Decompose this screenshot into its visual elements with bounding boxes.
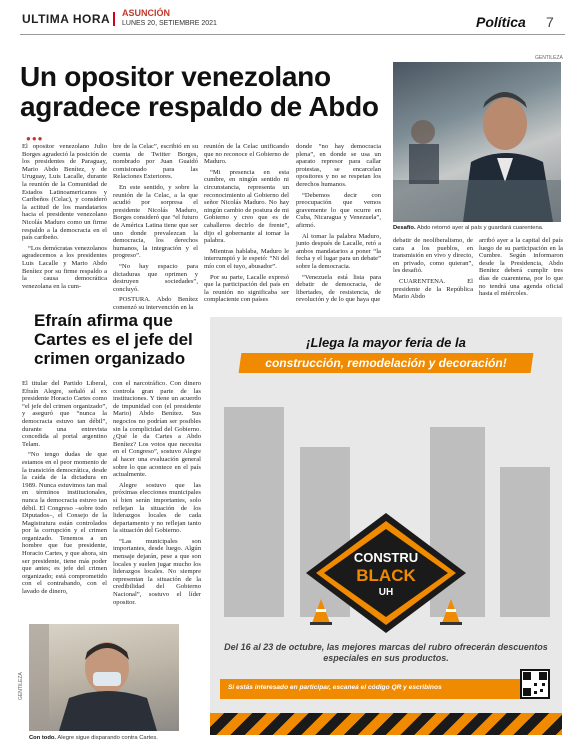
article-marker-dots: ●●● (26, 134, 44, 143)
paragraph: bre de la Celac”, escribió en su cuenta de Twitter Borges, nombrado por Juan Guaidó comisionado para las Relaciones Exteriores. (113, 143, 198, 181)
traffic-cone-icon (310, 599, 332, 625)
paragraph: donde “no hay democracia plena”, en donde se usa un aparato represor para callar protestas, se encarcelan opositores y no se respetan los derechos humanos. (296, 143, 381, 188)
paragraph: arribó ayer a la capital del país luego de su participación en la Cumbre. Según informaron desde la Presidencia, Abdo Benítez deberá cumplir tres días de cuarentena, por lo que no tendrá una agenda oficial hasta el miércoles. (479, 237, 563, 298)
article1-column-2 (113, 143, 198, 314)
paragraph: “Debemos decir con preocupación que vemos gravemente lo que ocurre en Cuba, Nicaragua y Venezuela”, afirmó. (296, 191, 381, 229)
paragraph: Alegre sostuvo que las próximas elecciones municipales sí bien serán importantes, solo reflejan la situación de los liderazgos locales de cada departamento y no reflejan tanto la situación del Gobierno. (113, 481, 201, 535)
page-section: Política (476, 14, 526, 30)
paragraph: debatir de neoliberalismo, de cara a los pueblos, en transmisión en vivo y directo, en privado, como quieran”, les desafió. (393, 237, 473, 275)
paragraph: “No hay espacio para dictaduras que oprimen y destruyen sociedades”, concluyó. (113, 262, 198, 293)
ad-tagline: Del 16 al 23 de octubre, las mejores marcas del rubro ofrecerán descuentos especiales en sus productos. (224, 642, 548, 663)
paragraph: En este sentido, y sobre la reunión de la Celac, a la que acudió por sorpresa el presidente Nicolás Maduro, Borges consideró que “el futuro de América Latina tiene que ser uno donde prevalezcan la democracia, los derechos humanos, la integración y el progreso”. (113, 183, 198, 260)
paragraph: El opositor venezolano Julio Borges agradeció la posición de los presidentes de Paraguay, Mario Abdo Benítez, y de Uruguay, Luis Lacalle, durante la reunión de la Comunidad de Estados Latinoamericanos y Caribeños (Celac), y consideró la actitud de los mandatarios hacia el presidente venezolano Nicolás Maduro como un firme respaldo a la democracia en el país caribeño. (22, 143, 107, 242)
photo-caption (29, 735, 199, 742)
header-separator (113, 12, 115, 26)
ad-band-text: construcción, remodelación y decoración! (265, 356, 507, 370)
caption-lead: Desafío. (393, 225, 416, 231)
caption-text: Abdo retornó ayer al país y guardará cuarentena. (416, 225, 544, 231)
article1-column-4 (296, 143, 381, 307)
article1-column-3 (204, 143, 289, 307)
photo-credit: GENTILEZA (535, 55, 563, 61)
article1-column-5 (393, 237, 473, 304)
building-silhouette (224, 407, 284, 617)
edition-date: LUNES 20, SETIEMBRE 2021 (122, 20, 217, 27)
ad-footer-text: Si estás interesado en participar, escaneá el código QR y escribinos (228, 684, 442, 691)
article1-column-6 (479, 237, 563, 301)
paragraph: “Los demócratas venezolanos agradecemos a los presidentes Luis Lacalle y Mario Abdo Benítez por su firme respaldo a la causa democrática venezolana en la cum- (22, 244, 107, 290)
paragraph: El titular del Partido Liberal, Efraín Alegre, señaló al ex presidente Horacio Cartes como “el jefe del crimen organizado”, y aseguró que “nunca la democracia estuvo tan débil”, durante una entrevista concedida al portal argentino Telam. (22, 380, 107, 448)
paragraph: POSTURA. Abdo Benítez comenzó su intervención en la (113, 296, 198, 311)
news-photo (29, 624, 179, 731)
ad-headline: ¡Llega la mayor feria de la (306, 335, 466, 350)
photo-credit: GENTILEZA (18, 672, 24, 700)
paragraph: “Mi presencia en esta cumbre, en ningún sentido ni circunstancia, representa un reconocimiento al Gobierno del señor Nicolás Maduro. No hay ningún cambio de postura de mi Gobierno y creo que es de caballeros decirlo de frente”, dijo el gobernante al tomar la palabra. (204, 168, 289, 245)
paragraph: Al tomar la palabra Maduro, junto después de Lacalle, retó a ambos mandatarios a poner “la fecha y el lugar para un debate” sobre la democracia. (296, 232, 381, 270)
page-number: 7 (546, 14, 554, 30)
caption-lead: Con todo. (29, 735, 57, 741)
badge-subtitle: BLACK (356, 566, 416, 585)
paragraph: Mientras hablaba, Maduro le interrumpió y le espetó: “Ni del mío con el tuyo, abusador”. (204, 247, 289, 270)
photo-caption (393, 225, 563, 232)
article1-column-1 (22, 143, 107, 293)
traffic-cone-icon (440, 599, 462, 625)
badge-brand: UH (378, 587, 394, 598)
hazard-stripe (210, 713, 562, 735)
article2-column-1 (22, 380, 107, 599)
paragraph: “No tengo dudas de que estamos en el peor momento de la transición democrática, desde la caída de la dictadura en 1989. Nunca estuvimos tan mal en términos institucionales, nunca la democracia estuvo tan débil. El Congreso –sobre todo Diputados–, el Consejo de la Magistratura están controlados por la corrupción y el crimen organizado. Tenemos a un hombre que fue presidente, Horacio Cartes, y que ahora, sin ser presidente, tiene más poder que antes; es jefe del crimen organizado; está comprometido con el contrabando, con el lavado de dinero, (22, 451, 107, 596)
paragraph: reunión de la Celac unificando que no reconoce el Gobierno de Maduro. (204, 143, 289, 166)
article2-column-2 (113, 380, 201, 609)
building-silhouette (500, 467, 550, 617)
newspaper-name: ULTIMA HORA (22, 12, 111, 26)
paragraph: “Las municipales son importantes, desde luego. Algún mensaje dejarán, pese a que son locales y suelen jugar mucho los liderazgos locales. No siempre representan la situación de la credibilidad del Gobierno Nacional”, sostuvo el líder opositor. (113, 537, 201, 606)
news-photo (393, 62, 561, 222)
edition-city: ASUNCIÓN (122, 8, 171, 18)
badge-title: CONSTRU (353, 550, 419, 565)
paragraph: con el narcotráfico. Con dinero controla gran parte de las instituciones. Y tiene un acuerdo de impunidad con (el presidente Mario) Abdo Benítez. Sus negocios no podrían ser posibles sin la complicidad del Gobierno. ¿Qué le da Cartes a Abdo Benítez? Los votos que necesita en el Congreso”, sostuvo Alegre al hacer una evaluación general sobre lo que acontece en el país actualmente. (113, 380, 201, 479)
paragraph: Por su parte, Lacalle expresó que la participación del país en la reunión no significaba ser complaciente con países (204, 273, 289, 304)
advertisement (210, 317, 562, 735)
article2-headline: Efraín afirma que Cartes es el jefe del crimen organizado (34, 311, 193, 368)
qr-code[interactable] (520, 669, 550, 699)
caption-text: Alegre sigue disparando contra Cartes. (57, 735, 158, 741)
paragraph: CUARENTENA. El presidente de la República Mario Abdo (393, 277, 473, 301)
paragraph: “Venezuela está lista para debatir de democracia, de libertades, de resistencia, de revolución y de lo que haya que (296, 273, 381, 304)
article1-headline: Un opositor venezolano agradece respaldo de Abdo (20, 61, 379, 122)
